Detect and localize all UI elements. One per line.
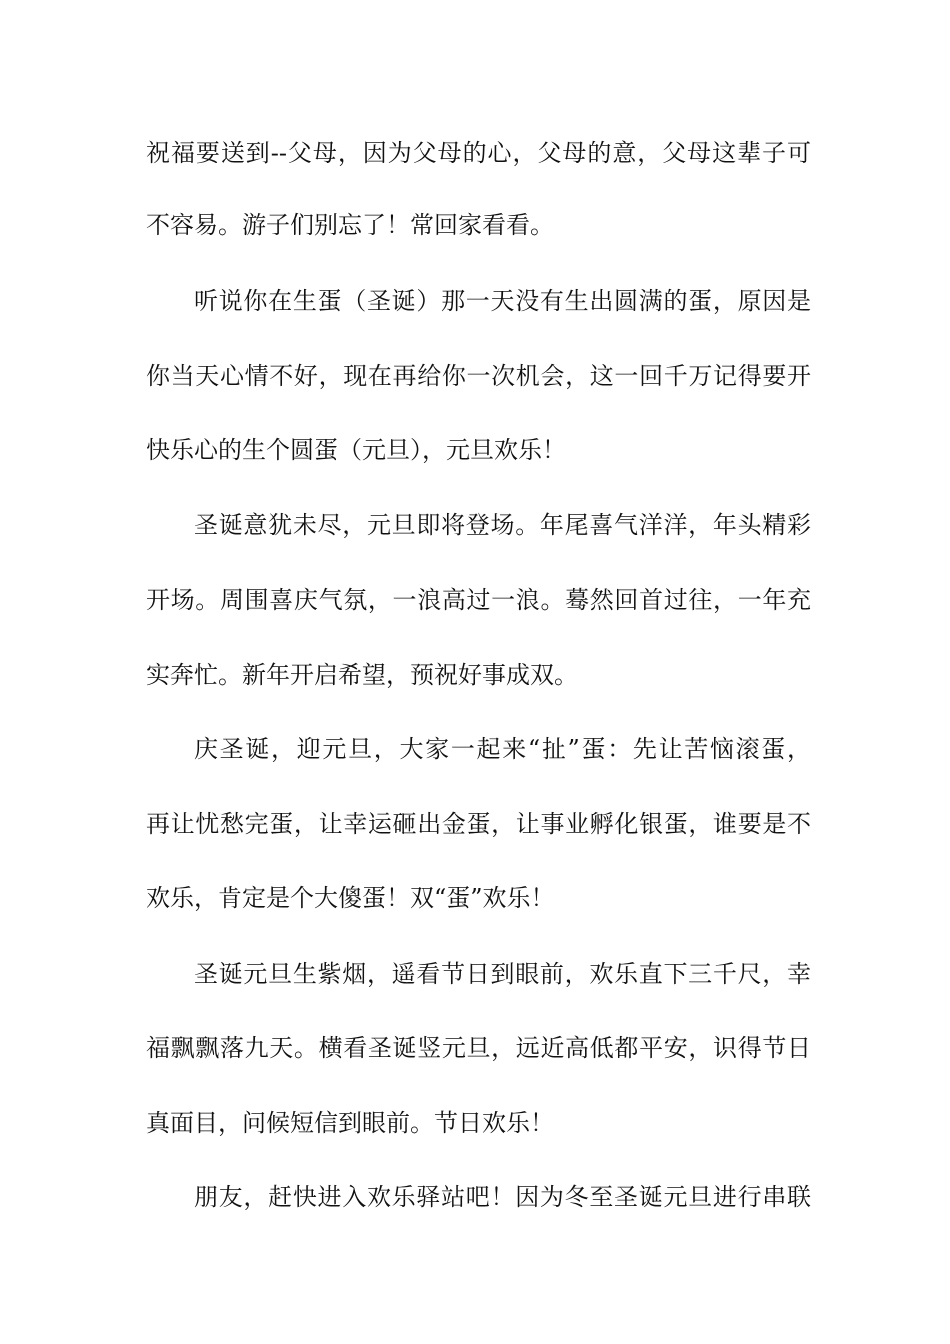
paragraph-first-line: 圣诞元旦生紫烟，遥看节日到眼前，欢乐直下三千尺，幸 [194,960,811,988]
text-line: 开场。周围喜庆气氛，一浪高过一浪。蓦然回首过往，一年充 [146,586,811,614]
text-line: 再让忧愁完蛋，让幸运砸出金蛋，让事业孵化银蛋，谁要是不 [146,810,811,838]
text-line: 你当天心情不好，现在再给你一次机会，这一回千万记得要开 [146,362,811,390]
text-line: 真面目，问候短信到眼前。节日欢乐！ [146,1109,554,1137]
paragraph-first-line: 圣诞意犹未尽，元旦即将登场。年尾喜气洋洋，年头精彩 [194,511,811,539]
paragraph-first-line: 听说你在生蛋（圣诞）那一天没有生出圆满的蛋，原因是 [194,287,811,315]
text-line: 实奔忙。新年开启希望，预祝好事成双。 [146,661,578,689]
text-line: 欢乐，肯定是个大傻蛋！双“蛋”欢乐！ [146,884,555,912]
text-line: 快乐心的生个圆蛋（元旦），元旦欢乐！ [146,436,566,464]
paragraph-first-line: 朋友，赶快进入欢乐驿站吧！因为冬至圣诞元旦进行串联 [194,1183,811,1211]
text-line: 福飘飘落九天。横看圣诞竖元旦，远近高低都平安，识得节日 [146,1034,811,1062]
paragraph-first-line: 庆圣诞，迎元旦，大家一起来“扯”蛋：先让苦恼滚蛋， [194,735,811,763]
text-line: 祝福要送到--父母，因为父母的心，父母的意，父母这辈子可 [146,139,811,167]
text-line: 不容易。游子们别忘了！常回家看看。 [146,211,554,239]
